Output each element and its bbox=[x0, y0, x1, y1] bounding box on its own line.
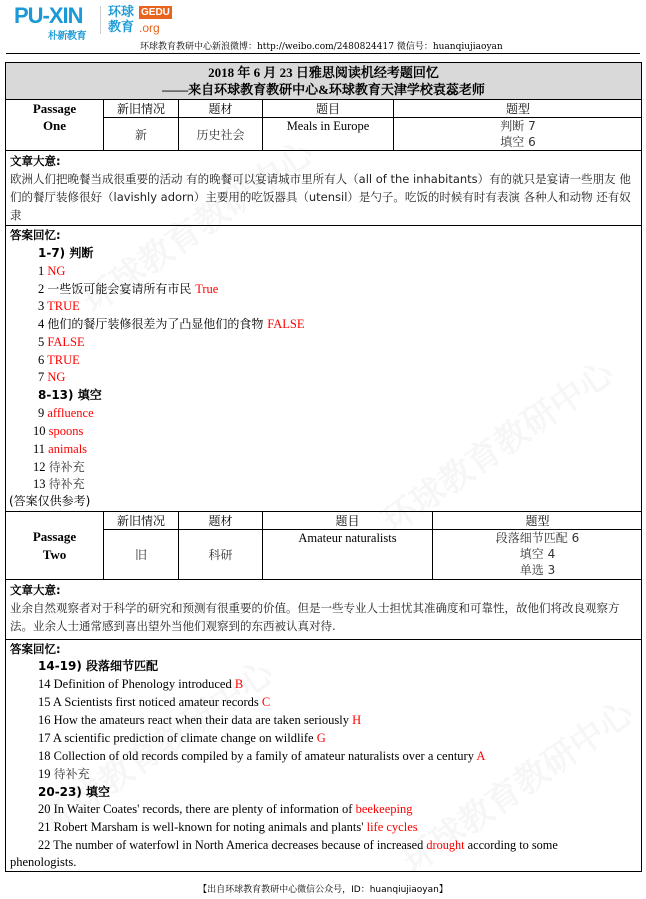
answer-value: B bbox=[234, 677, 244, 691]
gedu-logo-org: .org bbox=[139, 21, 160, 35]
answer-value: NG bbox=[47, 264, 66, 278]
answer-num: 9 bbox=[38, 406, 45, 420]
answer-prompt: 21 Robert Marsham is well-known for noting animals and plants' bbox=[38, 820, 367, 834]
answer-value: beekeeping bbox=[355, 802, 413, 816]
answer-item-10 bbox=[33, 422, 83, 440]
passage-one-label-2: One bbox=[42, 118, 67, 133]
passage-two-answers-heading: 答案回忆: bbox=[10, 642, 61, 656]
logo-divider bbox=[100, 6, 101, 34]
passage-one-answers-heading: 答案回忆: bbox=[10, 228, 61, 242]
answer-prompt: 一些饭可能会宴请所有市民 bbox=[47, 282, 196, 296]
answer-num: 2 bbox=[38, 282, 45, 296]
answer-value: spoons bbox=[48, 424, 84, 438]
col-title-header: 题目 bbox=[335, 514, 360, 528]
answer-value: True bbox=[195, 282, 219, 296]
answer-item-13 bbox=[33, 475, 85, 493]
passage-one-topic: 历史社会 bbox=[196, 127, 245, 142]
passage-two-types bbox=[433, 530, 642, 578]
passage-two-title: Amateur naturalists bbox=[298, 531, 397, 545]
answer-num: 10 bbox=[33, 424, 46, 438]
passage-one-status: 新 bbox=[134, 127, 147, 142]
footer-source: 【出自环球教育教研中心微信公众号，ID：huanqiujiaoyan】 bbox=[198, 885, 448, 895]
title-line-2: ——来自环球教育教研中心&环球教育天津学校袁蕊老师 bbox=[162, 82, 485, 97]
answer-prompt: 17 A scientific prediction of climate change on wildlife bbox=[38, 731, 317, 745]
answer-prompt: 15 A Scientists first noticed amateur records bbox=[38, 695, 262, 709]
type-item: 段落细节匹配 6 bbox=[495, 531, 580, 545]
answer-group-14-19: 14-19) 段落细节匹配 bbox=[38, 659, 159, 673]
col-type-header: 题型 bbox=[525, 514, 550, 528]
answer-value: A bbox=[476, 749, 486, 763]
answer-item-18 bbox=[38, 747, 485, 765]
answer-item-22 bbox=[38, 836, 558, 854]
answer-item-4 bbox=[38, 315, 304, 333]
type-item: 判断 7 bbox=[500, 119, 536, 133]
answer-pending: 待补充 bbox=[53, 767, 90, 781]
col-type-header: 题型 bbox=[505, 102, 530, 116]
passage-two-summary: 业余自然观察者对于科学的研究和预测有很重要的价值。但是一些专业人士担忧其准确度和可靠性，故他们将改良观察方法。业余人士通常感到喜出望外当他们观察到的东西被认真对待. bbox=[10, 601, 620, 633]
passage-one-types bbox=[394, 118, 642, 150]
passage-one-title: Meals in Europe bbox=[286, 119, 370, 133]
gedu-logo-cn2: 教育 bbox=[108, 20, 135, 35]
passage-one-summary-heading: 文章大意: bbox=[10, 154, 61, 168]
gedu-logo bbox=[108, 5, 178, 39]
answer-item-7 bbox=[38, 368, 65, 386]
answer-prompt: 14 Definition of Phenology introduced bbox=[38, 677, 235, 691]
answer-item-2 bbox=[38, 280, 218, 298]
rule bbox=[5, 639, 642, 640]
answer-num: 13 bbox=[33, 477, 46, 491]
passage-two-label-1: Passage bbox=[32, 529, 77, 544]
answer-num: 5 bbox=[38, 335, 45, 349]
passage-two-summary-heading: 文章大意: bbox=[10, 583, 61, 597]
passage-one-label-1: Passage bbox=[32, 101, 77, 116]
answer-num: 4 bbox=[38, 317, 45, 331]
passage-one-summary: 欧洲人们把晚餐当成很重要的活动 有的晚餐可以宴请城市里所有人（all of the inhabitants）有的就只是宴请一些朋友 他们的餐厅装修很好（lavishly adorn）主要用的吃饭器具（utensil）是勺子。吃饭的时候有时有表演 各种人和动物 还有奴隶 bbox=[10, 172, 631, 222]
answer-value: animals bbox=[48, 442, 88, 456]
answer-num: 11 bbox=[33, 442, 46, 456]
answer-item-3 bbox=[38, 297, 80, 315]
col-status-header: 新旧情况 bbox=[116, 102, 165, 116]
answer-value: drought bbox=[426, 838, 465, 852]
answer-prompt: 19 bbox=[38, 767, 54, 781]
answer-prompt: 他们的餐厅装修很差为了凸显他们的食物 bbox=[47, 317, 268, 331]
answer-group-1-7: 1-7) 判断 bbox=[38, 246, 94, 260]
type-item: 填空 4 bbox=[519, 547, 556, 561]
answer-item-22-continued: phenologists. bbox=[10, 855, 77, 869]
answer-value: TRUE bbox=[47, 299, 80, 313]
col-topic-header: 题材 bbox=[208, 102, 233, 116]
answer-value: C bbox=[261, 695, 271, 709]
header-rule bbox=[6, 53, 640, 54]
answer-item-17 bbox=[38, 729, 326, 747]
answer-item-21 bbox=[38, 818, 418, 836]
answer-item-5 bbox=[38, 333, 85, 351]
type-item: 填空 6 bbox=[500, 135, 536, 149]
gedu-logo-badge: GEDU bbox=[141, 7, 170, 18]
answer-num: 12 bbox=[33, 460, 46, 474]
answer-num: 3 bbox=[38, 299, 45, 313]
answer-pending: 待补充 bbox=[48, 460, 85, 474]
passage-two-topic: 科研 bbox=[208, 548, 233, 562]
answer-item-12 bbox=[33, 458, 85, 476]
rule bbox=[5, 579, 642, 580]
answer-item-19 bbox=[38, 765, 90, 783]
answer-value: life cycles bbox=[366, 820, 418, 834]
answer-item-6 bbox=[38, 351, 80, 369]
answer-value: H bbox=[352, 713, 362, 727]
answer-item-16 bbox=[38, 711, 361, 729]
puxin-logo-text: PU-XIN bbox=[14, 3, 83, 28]
answer-item-9 bbox=[38, 404, 94, 422]
answer-num: 7 bbox=[38, 370, 45, 384]
answer-group-20-23: 20-23) 填空 bbox=[38, 785, 111, 799]
title-block bbox=[6, 63, 641, 99]
answer-value: affluence bbox=[47, 406, 94, 420]
answer-num: 6 bbox=[38, 353, 45, 367]
answer-item-20 bbox=[38, 800, 413, 818]
answer-prompt-tail: according to some bbox=[464, 838, 558, 852]
col-status-header: 新旧情况 bbox=[116, 514, 165, 528]
answer-item-15 bbox=[38, 693, 270, 711]
weibo-contact-line: 环球教育教研中心新浪微博：http://weibo.com/2480824417 微信号：huanqiujiaoyan bbox=[140, 42, 503, 52]
answer-item-11 bbox=[33, 440, 87, 458]
type-item: 单选 3 bbox=[519, 563, 556, 577]
passage-two-label-2: Two bbox=[42, 547, 67, 562]
answer-value: TRUE bbox=[47, 353, 80, 367]
puxin-logo bbox=[14, 3, 94, 42]
answer-item-1 bbox=[38, 262, 65, 280]
passage-two-status: 旧 bbox=[134, 548, 147, 562]
answer-pending: 待补充 bbox=[48, 477, 85, 491]
answers-disclaimer: (答案仅供参考) bbox=[9, 494, 91, 508]
answer-item-14 bbox=[38, 675, 243, 693]
gedu-logo-cn1: 环球 bbox=[108, 5, 135, 20]
col-topic-header: 题材 bbox=[208, 514, 233, 528]
rule bbox=[5, 150, 642, 151]
answer-group-8-13: 8-13) 填空 bbox=[38, 388, 102, 402]
answer-value: G bbox=[316, 731, 326, 745]
answer-prompt: 20 In Waiter Coates' records, there are plenty of information of bbox=[38, 802, 356, 816]
answer-value: NG bbox=[47, 370, 66, 384]
answer-value: FALSE bbox=[47, 335, 85, 349]
col-title-header: 题目 bbox=[315, 102, 340, 116]
answer-value: FALSE bbox=[267, 317, 305, 331]
answer-prompt: 16 How the amateurs react when their data are taken seriously bbox=[38, 713, 353, 727]
puxin-logo-subtext: 朴新教育 bbox=[48, 31, 86, 42]
answer-num: 1 bbox=[38, 264, 45, 278]
title-line-1: 2018 年 6 月 23 日雅思阅读机经考题回忆 bbox=[208, 65, 439, 80]
answer-prompt: 18 Collection of old records compiled by a family of amateur naturalists over a century bbox=[38, 749, 477, 763]
answer-prompt: 22 The number of waterfowl in North America decreases because of increased bbox=[38, 838, 427, 852]
rule bbox=[5, 225, 642, 226]
